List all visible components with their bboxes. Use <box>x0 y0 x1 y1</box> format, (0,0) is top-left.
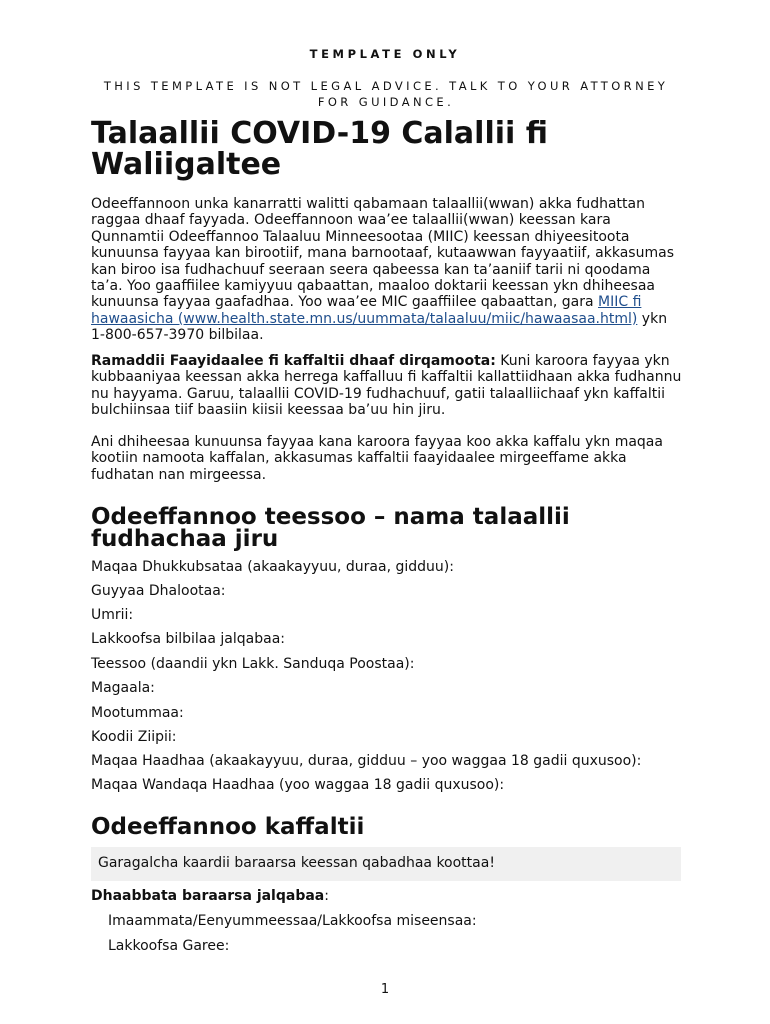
intro-text-tail: ykn 1-800-657-3970 bilbilaa. <box>91 310 668 344</box>
insurance-card-note <box>91 847 681 881</box>
zip-field[interactable]: Koodii Ziipii: <box>91 729 177 745</box>
miic-link[interactable]: MIIC fi hawaasicha (www.health.state.mn.us/uummata/talaaluu/miic/hawaasaa.html) <box>91 294 642 327</box>
recipient-section-heading: Odeeffannoo teessoo – nama talaallii fudhachaa jiru <box>91 504 570 552</box>
page-title: Talaallii COVID-19 Calallii fi Waliigaltee <box>91 116 548 182</box>
primary-insurance-label: Dhaabbata baraarsa jalqabaa <box>91 888 325 904</box>
primary-insurance-heading <box>91 888 329 904</box>
city-field[interactable]: Magaala: <box>91 680 155 696</box>
mother-maiden-name-field[interactable]: Maqaa Wandaqa Haadhaa (yoo waggaa 18 gadii quxusoo): <box>91 777 505 793</box>
page-number: 1 <box>380 982 390 997</box>
state-field[interactable]: Mootummaa: <box>91 705 184 721</box>
primary-insurance-colon: : <box>324 888 329 904</box>
template-only-label: TEMPLATE ONLY <box>309 47 461 61</box>
birth-date-field[interactable]: Guyyaa Dhalootaa: <box>91 583 226 599</box>
insurance-card-note-text: Garagalcha kaardii baraarsa keessan qabadhaa koottaa! <box>98 855 495 871</box>
patient-name-field[interactable]: Maqaa Dhukkubsataa (akaakayyuu, duraa, gidduu): <box>91 559 454 575</box>
age-field[interactable]: Umrii: <box>91 607 134 623</box>
insurance-paragraph <box>91 353 683 419</box>
mother-name-field[interactable]: Maqaa Haadhaa (akaakayyuu, duraa, gidduu – yoo waggaa 18 gadii quxusoo): <box>91 753 642 769</box>
group-number-field[interactable]: Lakkoofsa Garee: <box>108 938 230 954</box>
payment-section-heading: Odeeffannoo kaffaltii <box>91 814 365 840</box>
uninsured-paragraph: Ani dhiheesaa kunuunsa fayyaa kana karoora fayyaa koo akka kaffalu ykn maqaa kootiin namoota kaffalan, akkasumas kaffaltii faayidaalee mirgeeffame akka fudhatan nan mirgeessa. <box>91 434 663 483</box>
legal-disclaimer: THIS TEMPLATE IS NOT LEGAL ADVICE. TALK TO YOUR ATTORNEY FOR GUIDANCE. <box>103 79 669 109</box>
policy-id-field[interactable]: Imaammata/Eenyummeessaa/Lakkoofsa miseensaa: <box>108 913 477 929</box>
insurance-text: Kuni karoora fayyaa ykn kubbaaniyaa keessan akka herrega kaffalluu fi kaffaltii kallattiidhaan akka fudhannu nu hayyama. Garuu, talaallii COVID-19 fudhachuuf, gatii talaalliichaaf ykn kaffaltii bulchiinsaa tiif baasiin kiisii keessaa ba’uu hin jiru. <box>91 353 682 419</box>
intro-text: Odeeffannoon unka kanarratti walitti qabamaan talaallii(wwan) akka fudhattan raggaa dhaaf fayyada. Odeeffannoon waa’ee talaallii(wwan) keessan kara Qunnamtii Odeeffannoo Talaaluu Minneesootaa (MIIC) keessan dhiyeesitoota kunuunsa fayyaa kan birootiif, mana barnootaaf, kutaawwan fayyaatiif, akkasumas kan biroo isa fudhachuuf seeraan seera qabeessa kan ta’aaniif tarii ni qoodama ta’a. Yoo gaaffiilee kamiyyuu qabaattan, maaloo doktarii keessan ykn dhiheesaa kunuunsa fayyaa gaafadhaa. Yoo waa’ee MIC gaaffiilee qabaattan, gara <box>91 196 674 311</box>
street-address-field[interactable]: Teessoo (daandii ykn Lakk. Sanduqa Poostaa): <box>91 656 415 672</box>
insurance-lead: Ramaddii Faayidaalee fi kaffaltii dhaaf dirqamoota: <box>91 353 496 369</box>
phone-field[interactable]: Lakkoofsa bilbilaa jalqabaa: <box>91 631 286 647</box>
intro-paragraph <box>91 196 683 344</box>
